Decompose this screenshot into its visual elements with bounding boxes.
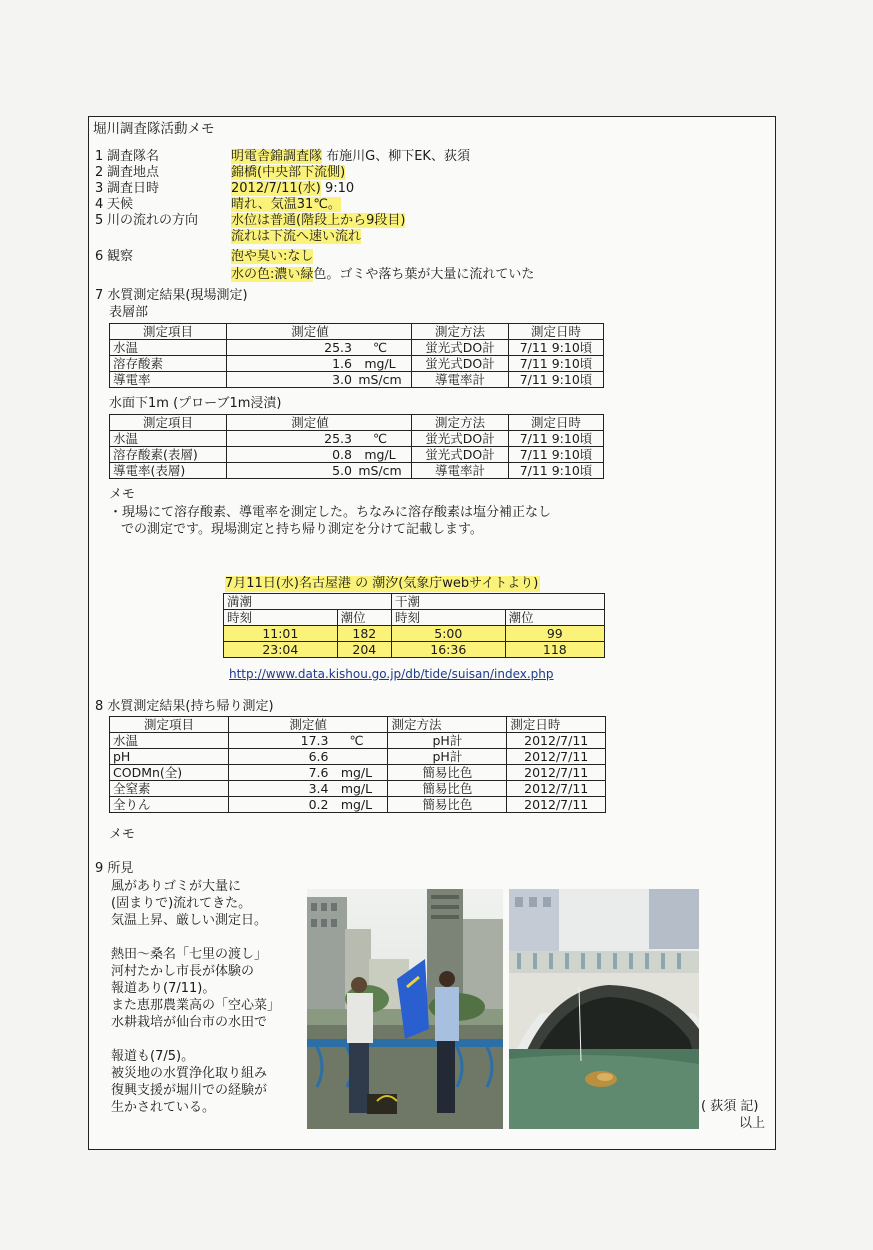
- method-cell: 蛍光式DO計: [412, 447, 509, 463]
- tide-cell: 182: [337, 626, 391, 642]
- section8-heading: 8 水質測定結果(持ち帰り測定): [95, 699, 274, 714]
- info-value: 流れは下流へ速い流れ: [231, 229, 362, 244]
- info-value: 泡や臭い:なし: [231, 249, 314, 264]
- findings-line: 復興支援が堀川での経験が: [111, 1083, 268, 1098]
- section9-heading: 9 所見: [95, 861, 134, 876]
- table-header-row: [110, 415, 604, 431]
- table-header: 測定方法: [412, 324, 509, 340]
- info-value: 2012/7/11(水): [231, 181, 321, 196]
- unit-cell: mg/L: [340, 797, 373, 812]
- method-cell: 蛍光式DO計: [412, 356, 509, 372]
- table-header-row: [110, 324, 604, 340]
- info-value: 水の色:濃い緑: [231, 267, 314, 282]
- info-row: [95, 149, 695, 165]
- date-cell: 7/11 9:10頃: [509, 463, 604, 479]
- info-value-rest: 色。ゴミや落ち葉が大量に流れていた: [313, 267, 535, 282]
- findings-line: 水耕栽培が仙台市の水田で: [111, 1015, 268, 1030]
- unit-cell: mS/cm: [358, 372, 402, 387]
- item-cell: 溶存酸素: [110, 356, 227, 372]
- date-cell: 7/11 9:10頃: [509, 431, 604, 447]
- tide-cell: 99: [505, 626, 604, 642]
- memo-line: での測定です。現場測定と持ち帰り測定を分けて記載します。: [121, 522, 483, 537]
- method-cell: 導電率計: [412, 463, 509, 479]
- item-cell: 溶存酸素(表層): [110, 447, 227, 463]
- findings-line: 報道あり(7/11)。: [111, 981, 216, 996]
- date-cell: 2012/7/11: [507, 749, 606, 765]
- info-value: 明電舎錦調査隊: [231, 149, 323, 164]
- item-cell: 全りん: [110, 797, 229, 813]
- photo-measurement: [307, 889, 503, 1129]
- tide-cell: 118: [505, 642, 604, 658]
- tide-title: 7月11日(水)名古屋港 の 潮汐(気象庁webサイトより): [225, 576, 539, 591]
- value-cell: 3.0: [332, 372, 352, 387]
- method-cell: pH計: [388, 733, 507, 749]
- unit-cell: mg/L: [340, 765, 373, 780]
- table-row: [110, 431, 604, 447]
- info-row: [95, 181, 695, 197]
- value-cell: 0.2: [308, 797, 329, 812]
- info-num: 4: [95, 197, 104, 212]
- table-header: 潮位: [337, 610, 391, 626]
- value-cell: 17.3: [300, 733, 329, 748]
- date-cell: 2012/7/11: [507, 765, 606, 781]
- findings-line: 熱田～桑名「七里の渡し」: [111, 947, 268, 962]
- item-cell: 導電率(表層): [110, 463, 227, 479]
- table-header: 時刻: [224, 610, 338, 626]
- table-header: 潮位: [505, 610, 604, 626]
- info-value-rest: 布施川G、柳下EK、荻須: [322, 149, 470, 164]
- table-row: [110, 749, 606, 765]
- item-cell: 水温: [110, 733, 229, 749]
- table-header: 測定日時: [509, 324, 604, 340]
- table-header: 測定方法: [388, 717, 507, 733]
- date-cell: 2012/7/11: [507, 797, 606, 813]
- item-cell: pH: [110, 749, 229, 765]
- value-cell: 0.8: [332, 447, 352, 462]
- item-cell: 導電率: [110, 372, 227, 388]
- value-cell: 1.6: [332, 356, 352, 371]
- memo-page: [88, 116, 776, 1150]
- table-row: [110, 765, 606, 781]
- date-cell: 7/11 9:10頃: [509, 340, 604, 356]
- info-label: 調査地点: [107, 165, 160, 180]
- table-row: [110, 781, 606, 797]
- item-cell: CODMn(全): [110, 765, 229, 781]
- value-cell: 5.0: [332, 463, 352, 478]
- depth-table: [109, 414, 604, 479]
- tide-table: [223, 593, 605, 658]
- surface-label: 表層部: [109, 305, 149, 320]
- info-row: [95, 165, 695, 181]
- info-value: 晴れ、気温31℃。: [231, 197, 341, 212]
- table-row: [224, 626, 605, 642]
- tide-source-link[interactable]: http://www.data.kishou.go.jp/db/tide/suisan/index.php: [229, 667, 554, 681]
- value-cell: 3.4: [308, 781, 329, 796]
- table-row: [110, 356, 604, 372]
- table-header: 測定値: [227, 415, 394, 431]
- unit-cell: mg/L: [340, 781, 373, 796]
- tide-cell: 11:01: [224, 626, 338, 642]
- table-row: [110, 340, 604, 356]
- info-value-rest: 9:10: [320, 181, 355, 196]
- info-label: 観察: [107, 249, 134, 264]
- date-cell: 7/11 9:10頃: [509, 447, 604, 463]
- findings-line: 報道も(7/5)。: [111, 1049, 195, 1064]
- item-cell: 水温: [110, 431, 227, 447]
- unit-cell: mS/cm: [358, 463, 402, 478]
- info-label: 調査隊名: [107, 149, 160, 164]
- info-num: 2: [95, 165, 104, 180]
- table-row: [110, 797, 606, 813]
- method-cell: 簡易比色: [388, 765, 507, 781]
- table-header: 測定項目: [110, 324, 227, 340]
- info-row: [95, 213, 695, 229]
- table-header: 測定方法: [412, 415, 509, 431]
- table-header: 測定値: [227, 324, 394, 340]
- unit-cell: ℃: [372, 431, 388, 446]
- findings-line: 気温上昇、厳しい測定日。: [111, 913, 268, 928]
- tide-cell: 23:04: [224, 642, 338, 658]
- tide-cell: 16:36: [391, 642, 505, 658]
- item-cell: 水温: [110, 340, 227, 356]
- table-header-row: [110, 717, 606, 733]
- surface-table: [109, 323, 604, 388]
- tide-cell: 5:00: [391, 626, 505, 642]
- table-row: [110, 447, 604, 463]
- info-row: [95, 249, 695, 265]
- findings-line: また恵那農業高の「空心菜」: [111, 998, 281, 1013]
- item-cell: 全窒素: [110, 781, 229, 797]
- info-num: 6: [95, 249, 104, 264]
- info-label: 川の流れの方向: [107, 213, 199, 228]
- date-cell: 7/11 9:10頃: [509, 372, 604, 388]
- info-num: 5: [95, 213, 104, 228]
- table-header: 測定日時: [509, 415, 604, 431]
- findings-line: 河村たかし市長が体験の: [111, 964, 255, 979]
- findings-line: 被災地の水質浄化取り組み: [111, 1066, 268, 1081]
- findings-line: (固まりで)流れてきた。: [111, 896, 252, 911]
- section7-heading: 7 水質測定結果(現場測定): [95, 288, 248, 303]
- high-tide-label: 満潮: [224, 594, 392, 610]
- table-row: [224, 642, 605, 658]
- method-cell: 簡易比色: [388, 797, 507, 813]
- value-cell: 7.6: [308, 765, 329, 780]
- method-cell: pH計: [388, 749, 507, 765]
- author-note: ( 荻須 記): [701, 1099, 759, 1114]
- info-value: 水位は普通(階段上から9段目): [231, 213, 406, 228]
- date-cell: 7/11 9:10頃: [509, 356, 604, 372]
- unit-cell: ℃: [372, 340, 388, 355]
- method-cell: 導電率計: [412, 372, 509, 388]
- method-cell: 蛍光式DO計: [412, 340, 509, 356]
- table-header: 測定日時: [507, 717, 606, 733]
- date-cell: 2012/7/11: [507, 733, 606, 749]
- table-row: [110, 733, 606, 749]
- findings-line: 生かされている。: [111, 1100, 216, 1115]
- value-cell: 25.3: [324, 431, 352, 446]
- unit-cell: mg/L: [364, 447, 396, 462]
- tide-cell: 204: [337, 642, 391, 658]
- info-value: 錦橋(中央部下流側): [231, 165, 346, 180]
- table-header: 時刻: [391, 610, 505, 626]
- method-cell: 蛍光式DO計: [412, 431, 509, 447]
- depth-label: 水面下1m (プローブ1m浸漬): [109, 396, 282, 411]
- info-label: 調査日時: [107, 181, 160, 196]
- unit-cell: ℃: [349, 733, 364, 748]
- value-cell: 25.3: [324, 340, 352, 355]
- tide-header-row: [224, 610, 605, 626]
- table-header: 測定値: [228, 717, 388, 733]
- takehome-table: [109, 716, 606, 813]
- table-header: 測定項目: [110, 717, 229, 733]
- page-title: 堀川調査隊活動メモ: [93, 121, 215, 137]
- end-note: 以上: [739, 1116, 766, 1131]
- memo-line: ・現場にて溶存酸素、導電率を測定した。ちなみに溶存酸素は塩分補正なし: [109, 505, 552, 520]
- info-label: 天候: [107, 197, 134, 212]
- memo-label: メモ: [109, 487, 136, 502]
- unit-cell: mg/L: [364, 356, 396, 371]
- info-num: 3: [95, 181, 104, 196]
- findings-line: 風がありゴミが大量に: [111, 879, 242, 894]
- memo-label: メモ: [109, 827, 136, 842]
- table-row: [110, 463, 604, 479]
- info-row: [95, 197, 695, 213]
- table-header: 測定項目: [110, 415, 227, 431]
- table-row: [110, 372, 604, 388]
- method-cell: 簡易比色: [388, 781, 507, 797]
- info-num: 1: [95, 149, 104, 164]
- tide-group-row: [224, 594, 605, 610]
- low-tide-label: 干潮: [391, 594, 604, 610]
- photo-bridge: [509, 889, 699, 1129]
- date-cell: 2012/7/11: [507, 781, 606, 797]
- value-cell: 6.6: [308, 749, 329, 764]
